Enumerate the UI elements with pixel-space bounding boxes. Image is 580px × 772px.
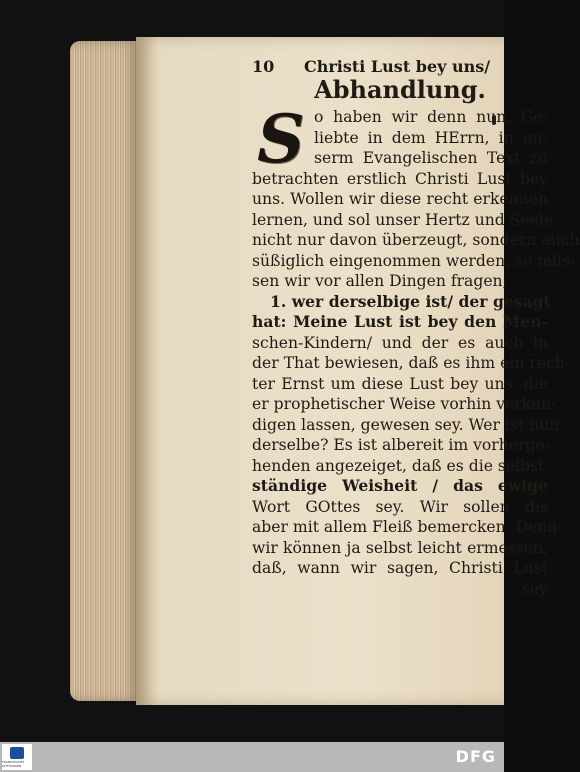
text-line: aber mit allem Fleiß bemercken. Denn	[252, 518, 558, 536]
text-line: lernen, und sol unser Hertz und Seele	[252, 210, 554, 229]
text-line: derselbe? Es ist albereit im vorherge-	[252, 436, 550, 454]
page-edges	[70, 41, 140, 701]
running-head: Christi Lust bey uns/	[304, 57, 491, 76]
text-line: o haben wir denn nun, Ge-	[314, 108, 548, 126]
text-line: der That bewiesen, daß es ihm ein rech-	[252, 354, 571, 372]
text-line: betrachten erstlich Christi Lust bey	[252, 169, 548, 188]
text-line: serm Evangelischen Text zu	[314, 149, 548, 167]
institution-logo[interactable]	[2, 744, 32, 770]
text-line: uns. Wollen wir diese recht erkennen	[252, 190, 548, 208]
footer-bar	[0, 742, 504, 772]
logo-text: FRANCKESCHE STIFTUNGEN	[2, 759, 25, 768]
text-line: henden angezeiget, daß es die selbst-	[252, 456, 550, 475]
text-line: er prophetischer Weise vorhin verkün-	[252, 395, 557, 413]
page-header	[252, 43, 548, 76]
text-line: hat: Meine Lust ist bey den Men-	[252, 312, 548, 331]
text-line: süßiglich eingenommen werden, so müs-	[252, 251, 576, 270]
text-line: ständige Weisheit / das ewige	[252, 476, 548, 495]
text-line: schen-Kindern/ und der es auch in	[252, 333, 548, 352]
logo-icon	[10, 747, 24, 759]
text-block	[252, 43, 580, 599]
text-line: 1. wer derselbige ist/ der gesagt	[270, 291, 551, 311]
text-line: Wort GOttes sey. Wir sollen dis	[252, 497, 548, 516]
body-text	[252, 100, 580, 599]
drop-cap: S	[257, 100, 305, 178]
text-line: digen lassen, gewesen sey. Wer ist nun	[252, 415, 560, 434]
text-line: liebte in dem HErrn, in un-	[314, 128, 548, 147]
dfg-logo[interactable]: DFG	[455, 747, 496, 766]
text-line: wir können ja selbst leicht ermessen,	[252, 538, 548, 557]
book	[70, 37, 580, 705]
section-heading: Abhandlung.	[314, 75, 486, 104]
text-line: nicht nur davon überzeugt, sondern auch	[252, 231, 580, 249]
catchword: sey	[521, 579, 548, 598]
page-number: 10	[252, 57, 275, 76]
book-page	[136, 37, 580, 705]
text-line: ter Ernst um diese Lust bey uns, die	[252, 374, 548, 393]
text-line: sen wir vor allen Dingen fragen,	[252, 272, 508, 290]
text-line: daß, wann wir sagen, Christi Lust	[252, 559, 548, 577]
